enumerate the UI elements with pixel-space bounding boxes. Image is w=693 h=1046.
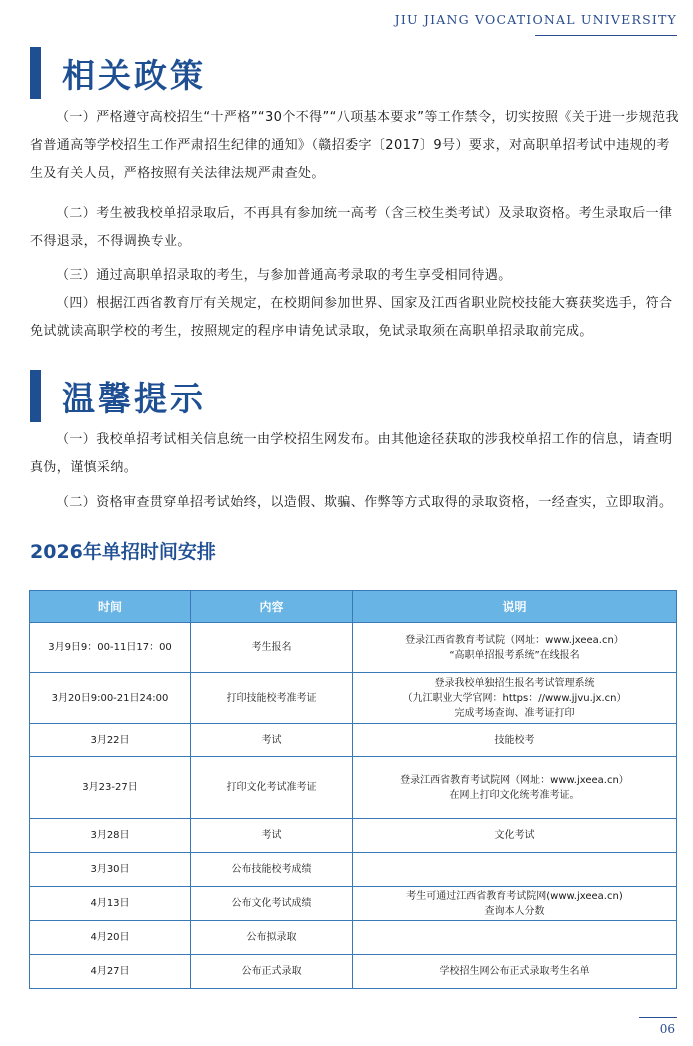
header-desc: 说明 xyxy=(353,591,677,623)
tips-title-bar xyxy=(30,370,41,422)
desc-line: “高职单招报考系统”在线报名 xyxy=(449,649,580,661)
tips-paragraph-2: （二）资格审查贯穿单招考试始终，以造假、欺骗、作弊等方式取得的录取资格，一经查实，立即取消。 xyxy=(56,495,673,510)
cell-time: 4月27日 xyxy=(30,955,191,989)
desc-line: 考生可通过江西省教育考试院网(www.jxeea.cn) xyxy=(406,890,623,902)
cell-desc xyxy=(353,724,677,757)
desc-line: 文化考试 xyxy=(494,830,535,841)
cell-content: 公布正式录取 xyxy=(191,955,353,989)
cell-content: 考试 xyxy=(191,724,353,757)
header-time: 时间 xyxy=(30,591,191,623)
desc-line: 登录江西省教育考试院网（网址：www.jxeea.cn） xyxy=(400,774,629,786)
policy-paragraph-2: （二）考生被我校单招录取后，不再具有参加统一高考（含三校生类考试）及录取资格。考生录取后一律不得退录，不得调换专业。 xyxy=(30,206,673,249)
cell-content: 考生报名 xyxy=(191,623,353,673)
table-row xyxy=(30,921,677,955)
tips-paragraph-1: （一）我校单招考试相关信息统一由学校招生网发布。由其他途径获取的涉我校单招工作的信息，请查明真伪，谨慎采纳。 xyxy=(30,432,673,475)
university-name: JIU JIANG VOCATIONAL UNIVERSITY xyxy=(394,12,677,27)
table-row xyxy=(30,724,677,757)
cell-desc xyxy=(353,921,677,955)
cell-content: 公布文化考试成绩 xyxy=(191,887,353,921)
table-row xyxy=(30,955,677,989)
cell-desc xyxy=(353,853,677,887)
desc-line: （九江职业大学官网：https：//www.jjvu.jx.cn） xyxy=(402,692,627,704)
cell-time: 3月23-27日 xyxy=(30,757,191,819)
cell-time: 3月30日 xyxy=(30,853,191,887)
cell-desc xyxy=(353,673,677,724)
table-row xyxy=(30,887,677,921)
tips-section-header xyxy=(30,370,206,422)
table-row xyxy=(30,673,677,724)
cell-content: 公布技能校考成绩 xyxy=(191,853,353,887)
cell-time: 3月20日9:00-21日24:00 xyxy=(30,673,191,724)
cell-time: 4月13日 xyxy=(30,887,191,921)
cell-content: 考试 xyxy=(191,819,353,853)
policy-paragraph-3: （三）通过高职单招录取的考生，与参加普通高考录取的考生享受相同待遇。 xyxy=(56,268,512,283)
policy-section-header xyxy=(30,47,206,99)
desc-line: 完成考场查询、准考证打印 xyxy=(454,707,575,719)
schedule-body xyxy=(30,623,677,989)
desc-line: 查询本人分数 xyxy=(484,905,545,917)
cell-desc xyxy=(353,757,677,819)
schedule-header-row xyxy=(30,591,677,623)
policy-paragraph-4: （四）根据江西省教育厅有关规定，在校期间参加世界、国家及江西省职业院校技能大赛获奖选手，符合免试就读高职学校的考生，按照规定的程序申请免试录取，免试录取须在高职单招录取前完成。 xyxy=(30,296,673,339)
cell-desc xyxy=(353,955,677,989)
cell-content: 打印技能校考准考证 xyxy=(191,673,353,724)
cell-desc xyxy=(353,819,677,853)
policy-paragraph-1: （一）严格遵守高校招生“十严格”“30个不得”“八项基本要求”等工作禁令，切实按照《关于进一步规范我省普通高等学校招生工作严肃招生纪律的通知》（赣招委字〔2017〕9号）要求，对高职单招考试中违规的考生及有关人员，严格按照有关法律法规严肃查处。 xyxy=(30,110,679,181)
header-content: 内容 xyxy=(191,591,353,623)
desc-line: 学校招生网公布正式录取考生名单 xyxy=(439,966,590,977)
table-row xyxy=(30,623,677,673)
tips-title: 温馨提示 xyxy=(62,378,206,418)
policy-title: 相关政策 xyxy=(62,55,206,95)
desc-line: 在网上打印文化统考准考证。 xyxy=(449,789,580,801)
desc-line: 登录我校单独招生报名考试管理系统 xyxy=(434,677,595,689)
footer-rule xyxy=(639,1017,677,1018)
cell-content: 公布拟录取 xyxy=(191,921,353,955)
header-rule xyxy=(535,35,677,36)
cell-desc xyxy=(353,623,677,673)
desc-line: 技能校考 xyxy=(494,734,535,746)
table-row xyxy=(30,819,677,853)
page-number: 06 xyxy=(659,1022,675,1036)
cell-time: 3月9日9：00-11日17：00 xyxy=(30,623,191,673)
cell-content: 打印文化考试准考证 xyxy=(191,757,353,819)
cell-time: 3月28日 xyxy=(30,819,191,853)
policy-title-bar xyxy=(30,47,41,99)
schedule-title: 2026年单招时间安排 xyxy=(30,541,216,563)
cell-time: 4月20日 xyxy=(30,921,191,955)
cell-time: 3月22日 xyxy=(30,724,191,757)
schedule-table xyxy=(29,590,677,989)
desc-line: 登录江西省教育考试院（网址：www.jxeea.cn） xyxy=(405,634,624,646)
table-row xyxy=(30,757,677,819)
cell-desc xyxy=(353,887,677,921)
table-row xyxy=(30,853,677,887)
